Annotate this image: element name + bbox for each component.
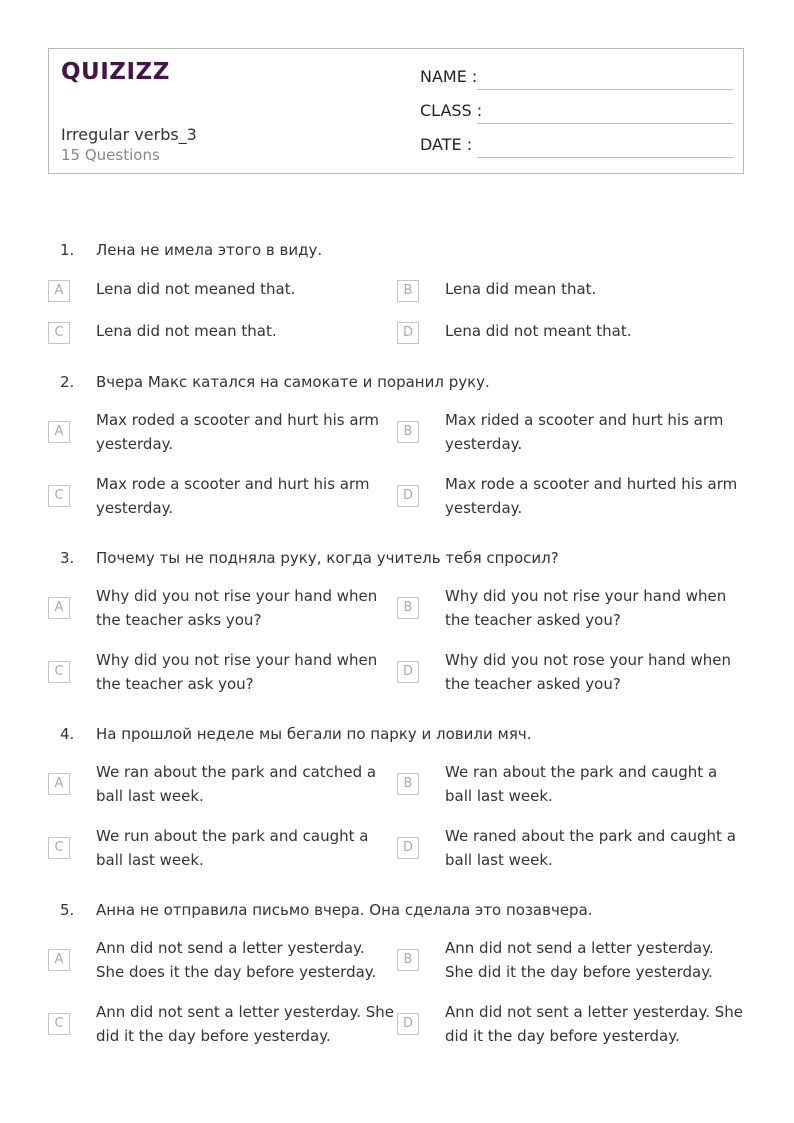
option-letter-box: B <box>397 949 419 971</box>
option-c[interactable] <box>48 1002 395 1066</box>
option-letter-box: A <box>48 949 70 971</box>
option-text: Ann did not send a letter yesterday. She does it the day before yesterday. <box>96 939 377 981</box>
class-field[interactable] <box>420 101 733 125</box>
option-letter-box: C <box>48 322 70 344</box>
question-number: 2. <box>60 373 75 391</box>
option-letter-box: C <box>48 485 70 507</box>
question-text: На прошлой неделе мы бегали по парку и ловили мяч. <box>96 725 532 743</box>
option-a[interactable] <box>48 762 377 826</box>
option-letter-box: D <box>397 1013 419 1035</box>
option-text: We raned about the park and caught a ball last week. <box>445 827 736 869</box>
option-letter-box: B <box>397 597 419 619</box>
option-b[interactable] <box>397 410 724 474</box>
option-text: Why did you not rise your hand when the teacher ask you? <box>96 651 378 693</box>
option-text: Lena did not meant that. <box>445 322 632 340</box>
question-count: 15 Questions <box>61 146 160 164</box>
option-b[interactable] <box>397 278 697 320</box>
quizizz-logo: QUIZIZZ <box>61 59 170 85</box>
date-label: DATE : <box>420 135 473 154</box>
option-letter-box: C <box>48 837 70 859</box>
worksheet-title: Irregular verbs_3 <box>61 125 197 144</box>
option-text: Lena did not meaned that. <box>96 280 296 298</box>
option-c[interactable] <box>48 826 369 890</box>
question-text: Вчера Макс катался на самокате и поранил руку. <box>96 373 490 391</box>
option-b[interactable] <box>397 586 727 650</box>
option-letter-box: D <box>397 661 419 683</box>
option-text: Why did you not rose your hand when the teacher asked you? <box>445 651 731 693</box>
option-letter-box: A <box>48 773 70 795</box>
option-a[interactable] <box>48 410 380 474</box>
option-text: Why did you not rise your hand when the teacher asks you? <box>96 587 378 629</box>
option-text: Lena did mean that. <box>445 280 597 298</box>
date-field[interactable] <box>420 135 733 159</box>
option-a[interactable] <box>48 938 377 1002</box>
option-letter-box: D <box>397 837 419 859</box>
question-4 <box>48 714 748 890</box>
question-5 <box>48 890 748 1066</box>
option-a[interactable] <box>48 278 348 320</box>
question-number: 1. <box>60 241 75 259</box>
option-c[interactable] <box>48 650 378 714</box>
option-text: Lena did not mean that. <box>96 322 277 340</box>
date-line <box>477 157 733 158</box>
question-number: 3. <box>60 549 75 567</box>
class-line <box>477 123 733 124</box>
option-text: We run about the park and caught a ball last week. <box>96 827 369 869</box>
question-number: 4. <box>60 725 75 743</box>
option-text: Ann did not send a letter yesterday. She did it the day before yesterday. <box>445 939 714 981</box>
option-b[interactable] <box>397 762 718 826</box>
option-letter-box: B <box>397 773 419 795</box>
option-letter-box: D <box>397 485 419 507</box>
option-a[interactable] <box>48 586 378 650</box>
option-letter-box: A <box>48 280 70 302</box>
option-text: We ran about the park and caught a ball last week. <box>445 763 718 805</box>
option-text: Max rided a scooter and hurt his arm yesterday. <box>445 411 724 453</box>
name-line <box>477 89 733 90</box>
option-text: We ran about the park and catched a ball last week. <box>96 763 377 805</box>
name-field[interactable] <box>420 67 733 91</box>
question-text: Анна не отправила письмо вчера. Она сделала это позавчера. <box>96 901 593 919</box>
option-text: Ann did not sent a letter yesterday. She did it the day before yesterday. <box>445 1003 744 1045</box>
option-d[interactable] <box>397 474 738 538</box>
class-label: CLASS : <box>420 101 483 120</box>
option-d[interactable] <box>397 650 731 714</box>
question-3 <box>48 538 748 714</box>
option-letter-box: D <box>397 322 419 344</box>
option-text: Max roded a scooter and hurt his arm yesterday. <box>96 411 380 453</box>
question-1 <box>48 230 748 362</box>
option-text: Why did you not rise your hand when the teacher asked you? <box>445 587 727 629</box>
option-c[interactable] <box>48 474 370 538</box>
question-number: 5. <box>60 901 75 919</box>
worksheet-header <box>48 48 744 174</box>
question-2 <box>48 362 748 538</box>
option-c[interactable] <box>48 320 348 362</box>
option-text: Max rode a scooter and hurted his arm yesterday. <box>445 475 738 517</box>
option-b[interactable] <box>397 938 714 1002</box>
option-d[interactable] <box>397 826 736 890</box>
option-letter-box: B <box>397 421 419 443</box>
option-letter-box: C <box>48 661 70 683</box>
question-list <box>48 230 748 1066</box>
option-letter-box: C <box>48 1013 70 1035</box>
question-text: Лена не имела этого в виду. <box>96 241 323 259</box>
option-letter-box: A <box>48 597 70 619</box>
question-text: Почему ты не подняла руку, когда учитель тебя спросил? <box>96 549 559 567</box>
option-letter-box: A <box>48 421 70 443</box>
option-d[interactable] <box>397 1002 744 1066</box>
option-text: Ann did not sent a letter yesterday. She did it the day before yesterday. <box>96 1003 395 1045</box>
option-letter-box: B <box>397 280 419 302</box>
option-text: Max rode a scooter and hurt his arm yesterday. <box>96 475 370 517</box>
name-label: NAME : <box>420 67 478 86</box>
option-d[interactable] <box>397 320 697 362</box>
